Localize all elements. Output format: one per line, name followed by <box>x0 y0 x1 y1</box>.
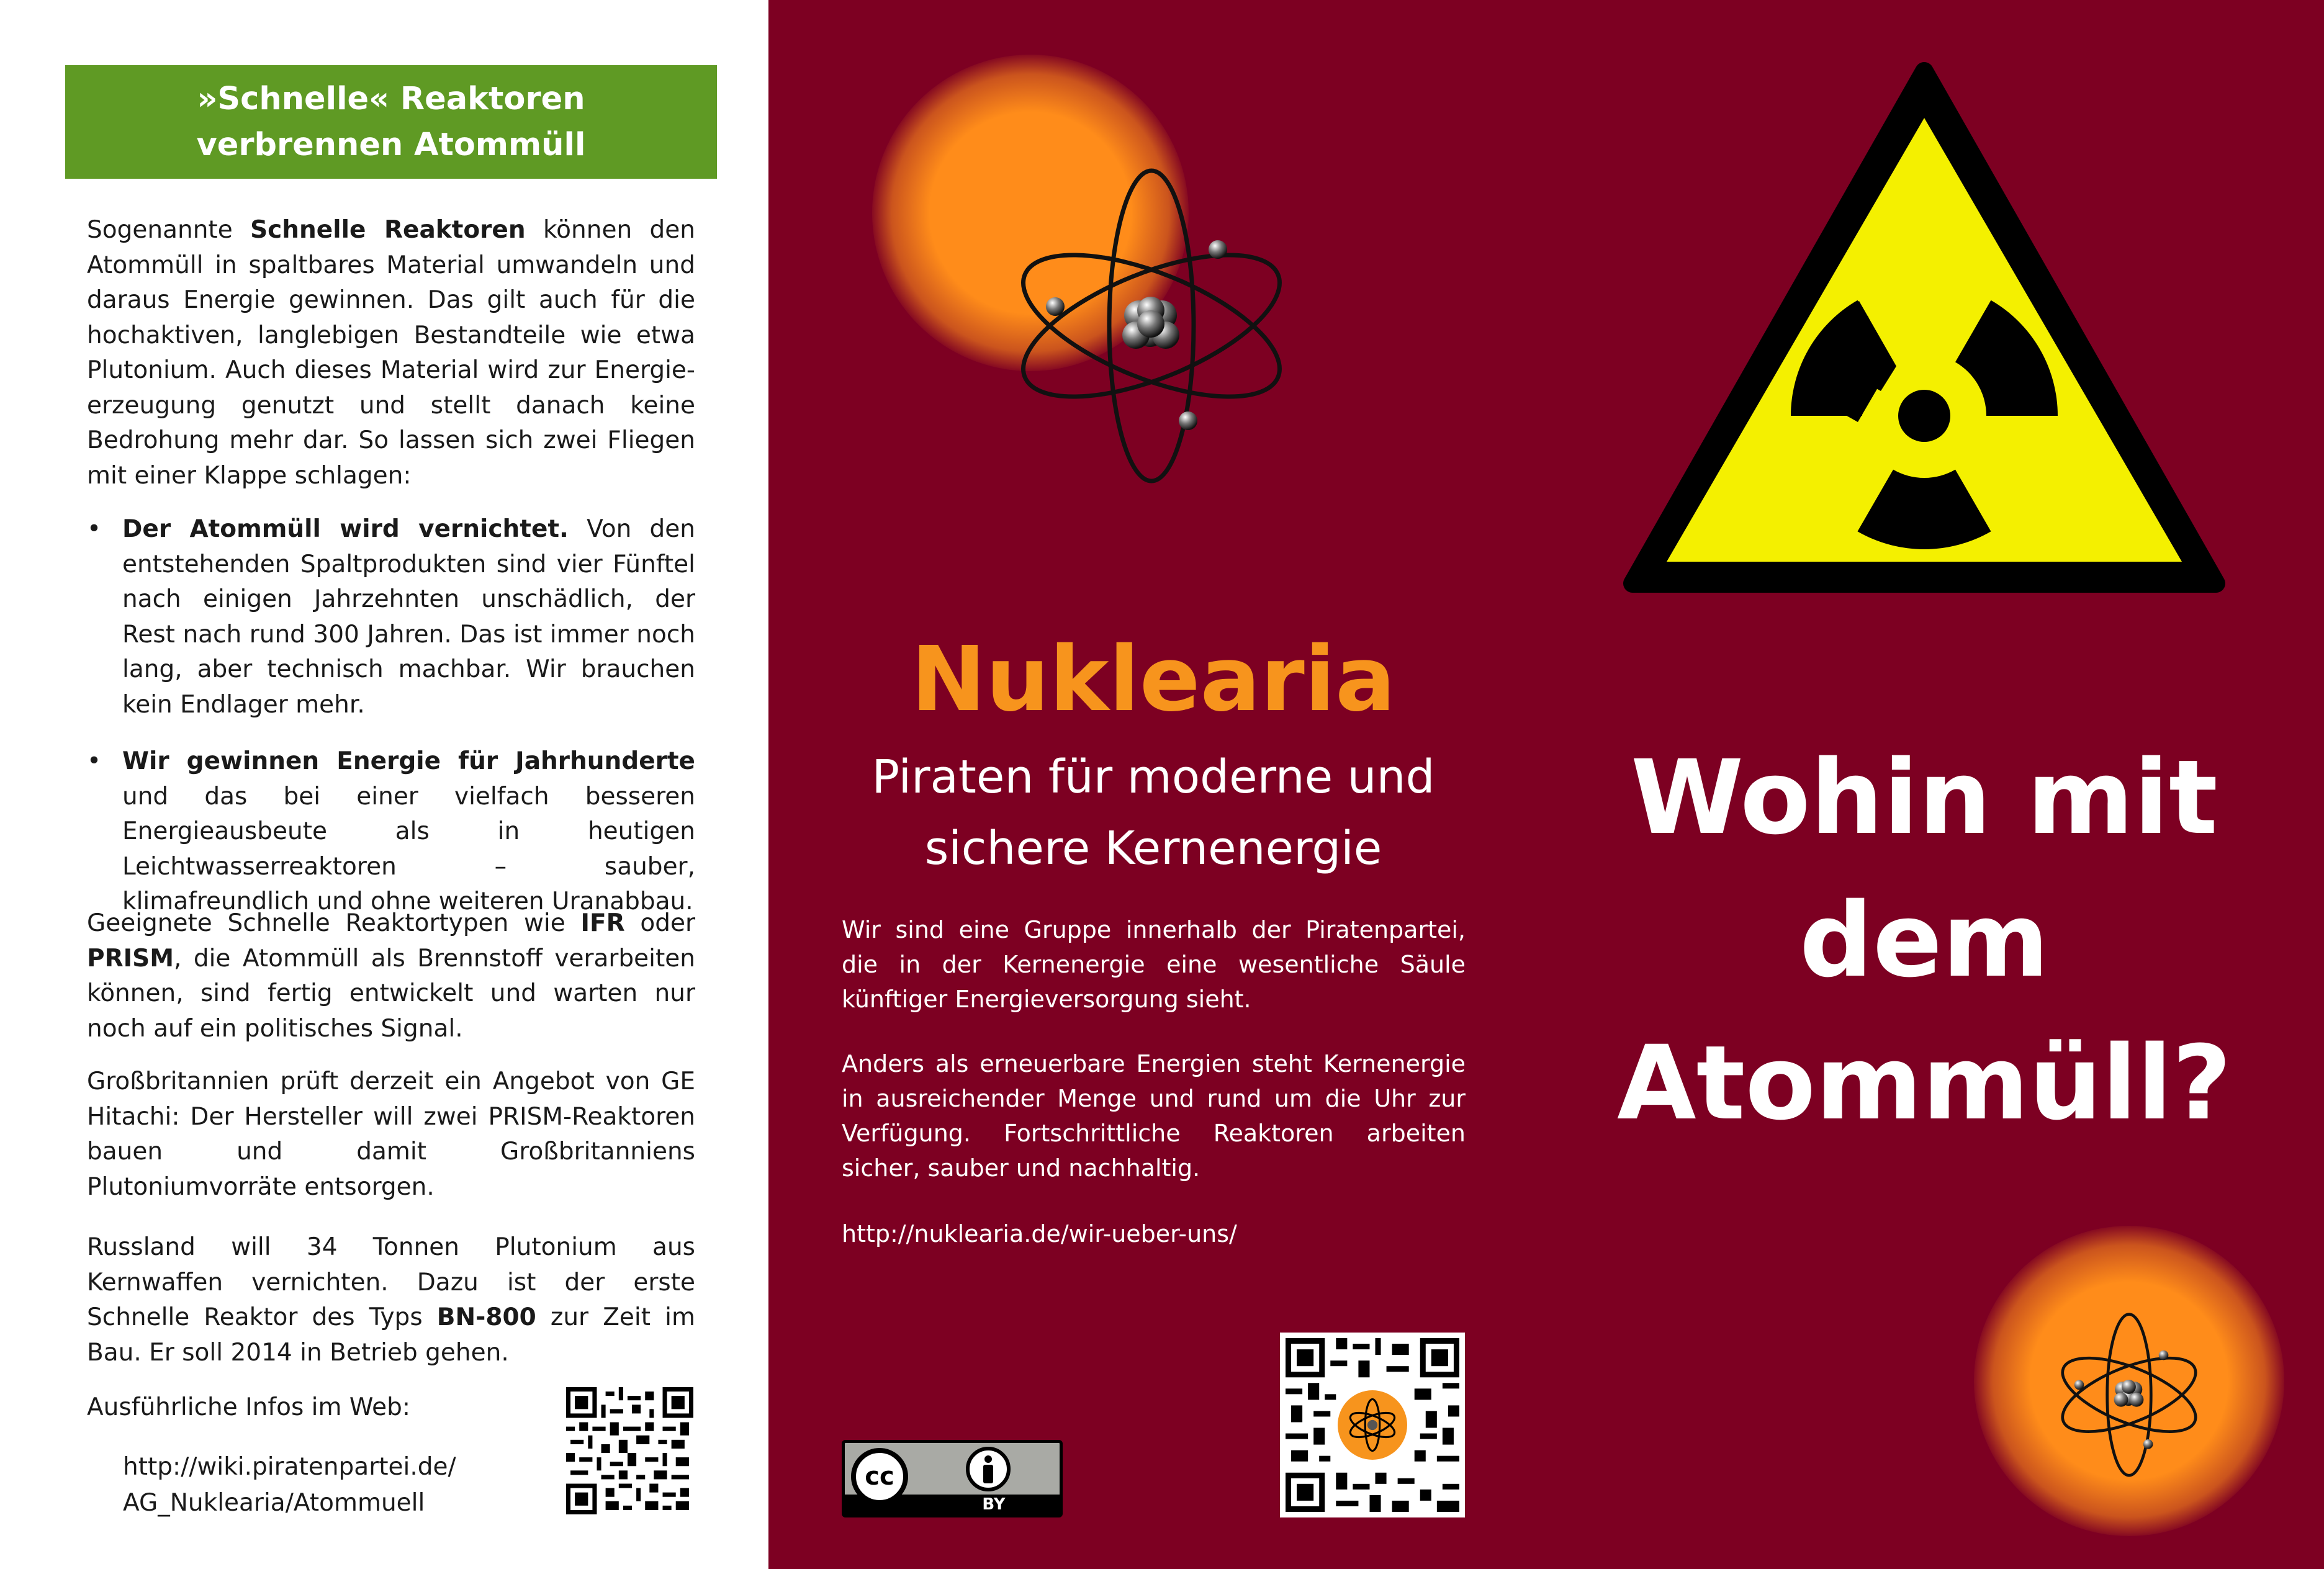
more-info-label: Ausführliche Infos im Web: <box>87 1393 411 1421</box>
header-line-2: verbrennen Atommüll <box>196 127 586 163</box>
about-paragraph-2: Anders als erneuerbare Energien steht Kernenergie in ausreichender Menge und rund um die Uhr zur Verfügung. Fortschrittliche Reaktoren arbeiten sicher, sauber und nachhaltig. <box>842 1050 1466 1182</box>
uk-paragraph: Großbritannien prüft derzeit ein Angebot von GE Hitachi: Der Hersteller will zwei PRISM-Reaktoren bauen und damit Großbritanniens Plutoniumvorräte entsorgen. <box>87 1068 695 1201</box>
by-label: BY <box>982 1495 1006 1514</box>
header-line-1: »Schnelle« Reaktoren <box>197 81 585 117</box>
qr-code-icon <box>566 1387 693 1514</box>
brand-subtitle: Piraten für moderne und sichere Kernenergie <box>872 750 1435 875</box>
left-panel <box>0 0 768 1569</box>
about-paragraph-1: Wir sind eine Gruppe innerhalb der Piratenpartei, die in der Kernenergie eine wesentliche Säule künftiger Energieversorgung sieht. <box>842 916 1466 1013</box>
about-link[interactable]: http://nuklearia.de/wir-ueber-uns/ <box>842 1220 1237 1248</box>
cc-by-license-icon <box>842 1440 1063 1517</box>
wiki-link[interactable]: http://wiki.piratenpartei.de/ AG_Nuklearia/Atommuell <box>123 1453 456 1517</box>
atom-icon <box>2052 1313 2207 1480</box>
list-item: • Wir gewinnen Energie für Jahrhunderte und das bei einer vielfach besseren Energieausbeute als in heutigen Leichtwasserreaktoren – sauber, klimafreundlich und ohne weiteren Uranabbau. <box>87 747 695 915</box>
section-header <box>65 65 717 179</box>
reactor-types-paragraph: Geeignete Schnelle Reaktortypen wie IFR oder PRISM, die Atommüll als Brennstoff verarbeiten können, sind fertig entwickelt und warten nur noch auf ein politisches Signal. <box>87 909 695 1043</box>
cc-icon: cc <box>851 1448 908 1505</box>
list-item: • Der Atommüll wird vernichtet. Von den entstehenden Spaltprodukten sind vier Fünftel nach einigen Jahrzehnten unschädlich, der Rest nach rund 300 Jahren. Das ist immer noch lang, aber technisch machbar. Wir brauchen kein Endlager mehr. <box>87 515 695 719</box>
atom-icon <box>1006 168 1297 490</box>
brand-title: Nuklearia <box>911 627 1396 731</box>
intro-bold: Schnelle Reaktoren <box>250 216 526 244</box>
attribution-person-icon <box>966 1447 1011 1491</box>
qr-code-icon <box>1280 1333 1465 1517</box>
bullet-list <box>87 512 695 920</box>
cover-headline: Wohin mit dem Atommüll? <box>1616 738 2232 1143</box>
russia-paragraph: Russland will 34 Tonnen Plutonium aus Kernwaffen vernichten. Dazu ist der erste Schnelle Reaktor des Typs BN-800 zur Zeit im Bau. Er soll 2014 in Betrieb gehen. <box>87 1233 695 1367</box>
intro-paragraph: Sogenannte Schnelle Reaktoren können den Atommüll in spaltbares Material umwandeln und daraus Energie gewinnen. Das gilt auch für die hochaktiven, langlebigen Bestandteile wie etwa Plutonium. Auch dieses Material wird zur Energie-erzeugung genutzt und stellt danach keine Bedrohung mehr dar. So lassen sich zwei Fliegen mit einer Klappe schlagen: <box>87 216 695 490</box>
radiation-warning-icon <box>1620 62 2228 602</box>
